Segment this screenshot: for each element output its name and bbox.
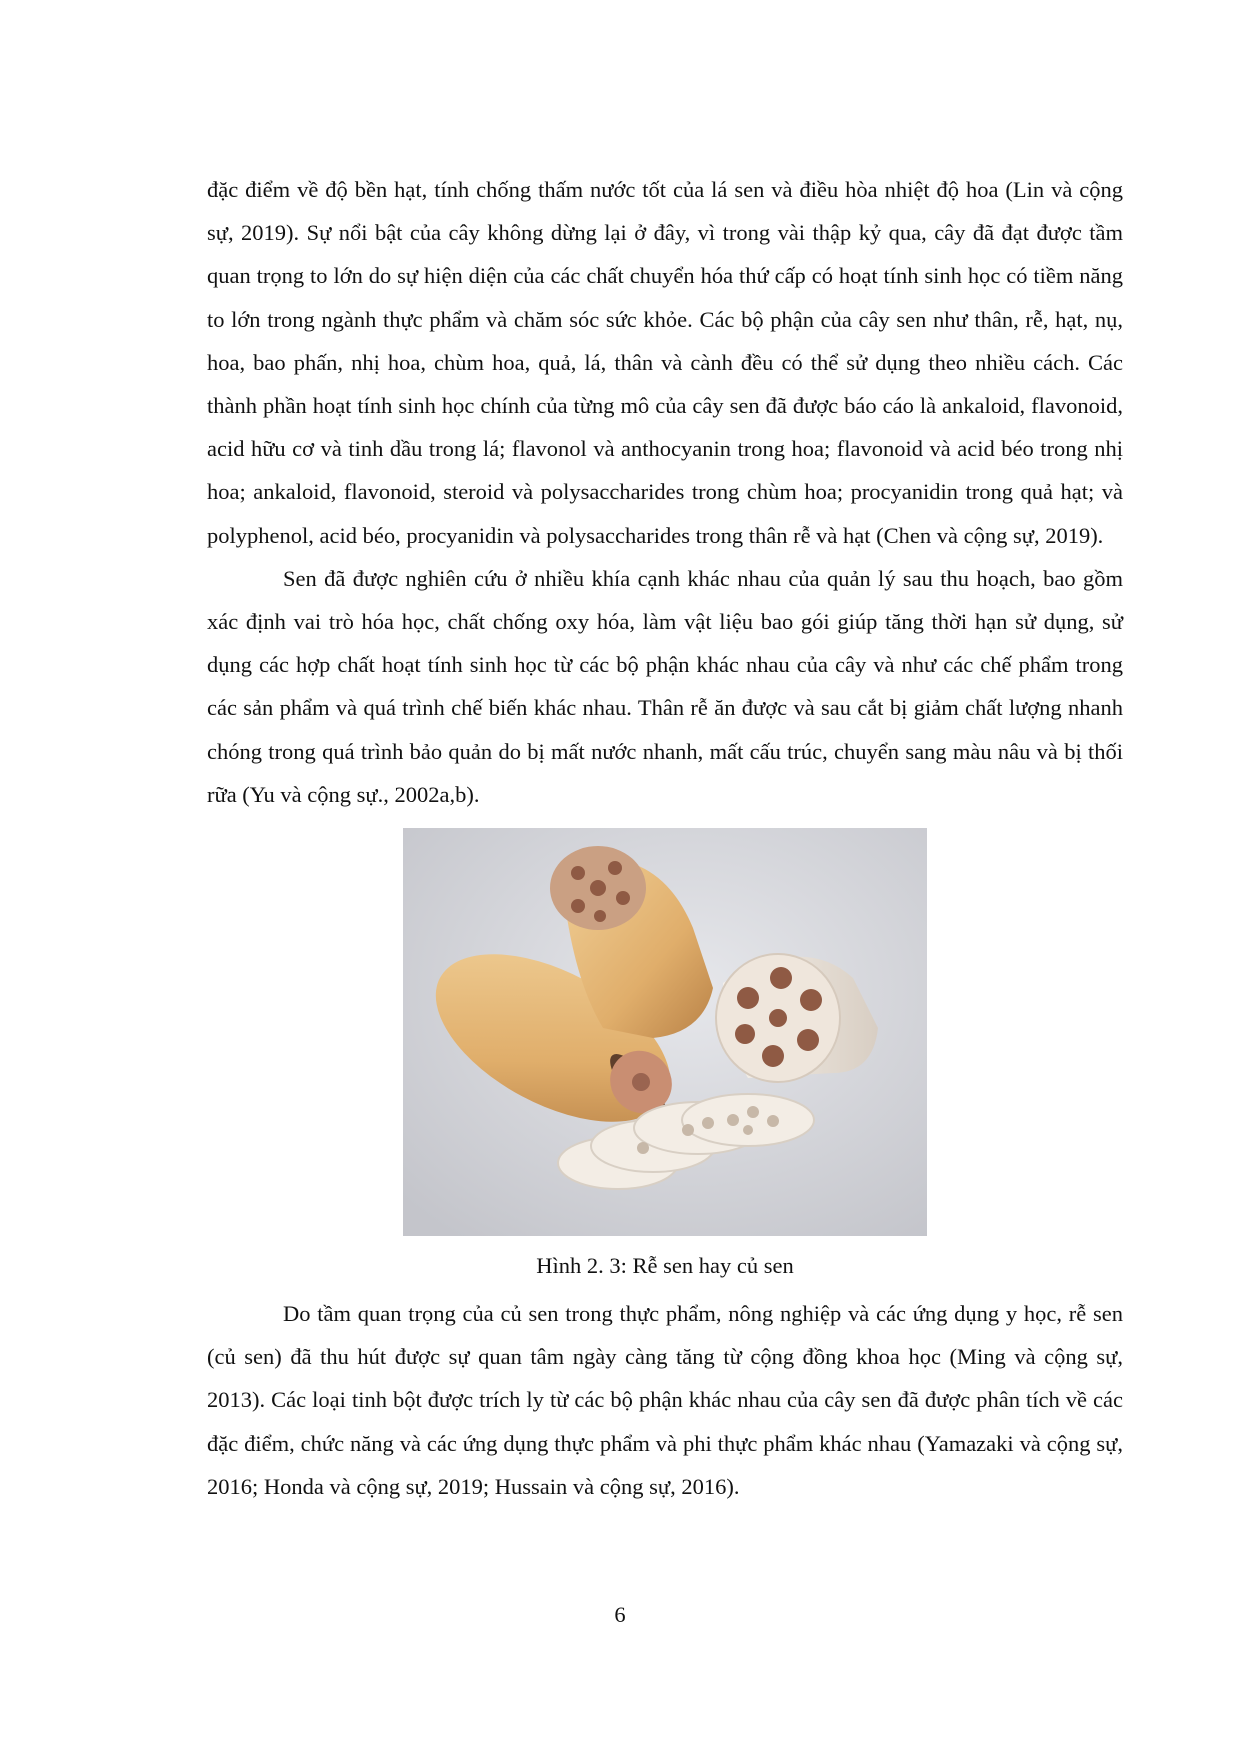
paragraph-continuation: đặc điểm về độ bền hạt, tính chống thấm nước tốt của lá sen và điều hòa nhiệt độ hoa (Lin và cộng sự, 2019). Sự nổi bật của cây không dừng lại ở đây, vì trong vài thập kỷ qua, cây đã đạt được tầm quan trọng to lớn do sự hiện diện của các chất chuyển hóa thứ cấp có hoạt tính sinh học có tiềm năng to lớn trong ngành thực phẩm và chăm sóc sức khỏe. Các bộ phận của cây sen như thân, rễ, hạt, nụ, hoa, bao phấn, nhị hoa, chùm hoa, quả, lá, thân và cành đều có thể sử dụng theo nhiều cách. Các thành phần hoạt tính sinh học chính của từng mô của cây sen đã được báo cáo là ankaloid, flavonoid, acid hữu cơ và tinh dầu trong lá; flavonol và anthocyanin trong hoa; flavonoid và acid béo trong nhị hoa; ankaloid, flavonoid, steroid và polysaccharides trong chùm hoa; procyanidin trong quả hạt; và polyphenol, acid béo, procyanidin và polysaccharides trong thân rễ và hạt (Chen và cộng sự, 2019). xyxy=(207,177,1123,548)
page-number: 6 xyxy=(614,1602,626,1627)
figure-caption: Hình 2. 3: Rễ sen hay củ sen xyxy=(536,1253,794,1279)
figure-lotus-root xyxy=(207,828,1123,1286)
lotus-root-photo xyxy=(403,828,927,1236)
document-body xyxy=(207,168,1123,1508)
paragraph-importance: Do tầm quan trọng của củ sen trong thực phẩm, nông nghiệp và các ứng dụng y học, rễ sen (củ sen) đã thu hút được sự quan tâm ngày càng tăng từ cộng đồng khoa học (Ming và cộng sự, 2013). Các loại tinh bột được trích ly từ các bộ phận khác nhau của cây sen đã được phân tích về các đặc điểm, chức năng và các ứng dụng thực phẩm và phi thực phẩm khác nhau (Yamazaki và cộng sự, 2016; Honda và cộng sự, 2019; Hussain và cộng sự, 2016). xyxy=(207,1301,1123,1499)
paragraph-postharvest: Sen đã được nghiên cứu ở nhiều khía cạnh khác nhau của quản lý sau thu hoạch, bao gồm xác định vai trò hóa học, chất chống oxy hóa, làm vật liệu bao gói giúp tăng thời hạn sử dụng, sử dụng các hợp chất hoạt tính sinh học từ các bộ phận khác nhau của cây và như các chế phẩm trong các sản phẩm và quá trình chế biến khác nhau. Thân rễ ăn được và sau cắt bị giảm chất lượng nhanh chóng trong quá trình bảo quản do bị mất nước nhanh, mất cấu trúc, chuyển sang màu nâu và bị thối rữa (Yu và cộng sự., 2002a,b). xyxy=(207,565,1123,807)
